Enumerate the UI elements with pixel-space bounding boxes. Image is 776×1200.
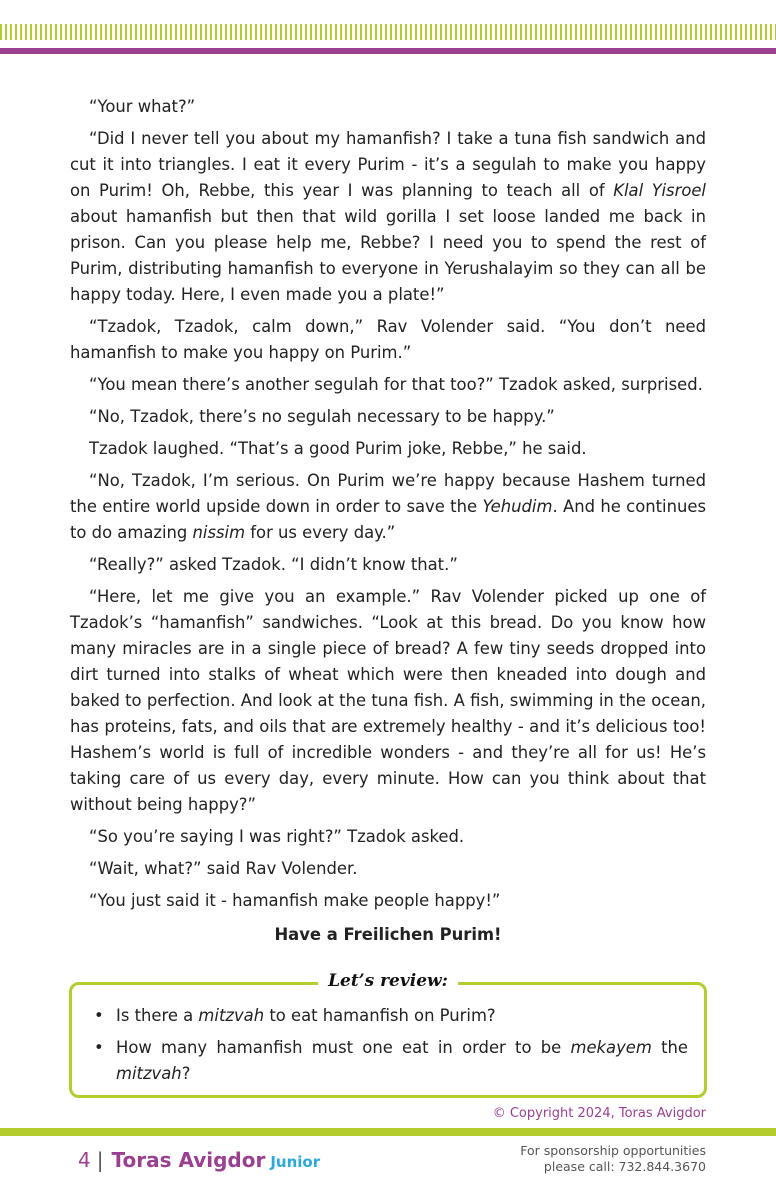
story-paragraph (70, 372, 706, 398)
text-run: the (651, 1038, 689, 1057)
footer-separator: | (96, 1148, 104, 1172)
review-question (94, 1003, 688, 1029)
text-run: “You just said it - hamanfish make people happy!” (89, 891, 501, 910)
text-run: for us every day.” (245, 523, 396, 542)
text-run: “Wait, what?” said Rav Volender. (89, 859, 358, 878)
italic-term: nissim (192, 523, 246, 542)
text-run: . And he continues to do amazing (70, 497, 706, 542)
story-paragraph (70, 552, 706, 578)
story-paragraph (70, 314, 706, 366)
story-paragraphs (70, 94, 706, 914)
text-run: “You mean there’s another segulah for that too?” Tzadok asked, surprised. (89, 375, 703, 394)
brand-name: Toras Avigdor (111, 1148, 266, 1172)
review-box (69, 971, 707, 1098)
review-title: Let’s review: (318, 971, 458, 991)
text-run: Tzadok laughed. “That’s a good Purim joke, Rebbe,” he said. (89, 439, 587, 458)
sponsorship-line-1: For sponsorship opportunities (520, 1143, 706, 1158)
story-paragraph (70, 824, 706, 850)
story-paragraph (70, 888, 706, 914)
story-paragraph (70, 404, 706, 430)
italic-term: Klal Yisroel (613, 181, 706, 200)
italic-term: mekayem (570, 1038, 652, 1057)
copyright-notice: © Copyright 2024, Toras Avigdor (492, 1106, 706, 1121)
story-paragraph (70, 856, 706, 882)
story-paragraph (70, 468, 706, 546)
text-run: about hamanfish but then that wild gorilla I set loose landed me back in prison. Can you please help me, Rebbe? I need you to spend the rest of Purim, distributing hamanfish to everyone in Yerushalayim so they can all be happy today. Here, I even made you a plate!” (70, 207, 706, 304)
story-paragraph (70, 436, 706, 462)
text-run: “Tzadok, Tzadok, calm down,” Rav Volender said. “You don’t need hamanfish to make you happy on Purim.” (70, 317, 706, 362)
text-run: “Did I never tell you about my hamanfish? I take a tuna fish sandwich and cut it into triangles. I eat it every Purim - it’s a segulah to make you happy on Purim! Oh, Rebbe, this year I was planning to teach all of (70, 129, 706, 200)
italic-term: mitzvah (116, 1064, 182, 1083)
brand-subtitle: Junior (270, 1153, 321, 1171)
footer-branding (78, 1145, 320, 1175)
sponsorship-line-2: please call: 732.844.3670 (543, 1159, 706, 1174)
italic-term: Yehudim (482, 497, 553, 516)
text-run: ? (181, 1064, 191, 1083)
text-run: “No, Tzadok, there’s no segulah necessary to be happy.” (89, 407, 555, 426)
closing-line: Have a Freilichen Purim! (274, 925, 502, 944)
page-number: 4 (78, 1148, 91, 1172)
italic-term: mitzvah (198, 1006, 265, 1025)
text-run: “Your what?” (89, 97, 196, 116)
text-run: “Here, let me give you an example.” Rav Volender picked up one of Tzadok’s “hamanfish” sandwiches. “Look at this bread. Do you know how many miracles are in a single piece of bread? A few tiny seeds dropped into dirt turned into stalks of wheat which were then kneaded into dough and baked to perfection. And look at the tuna fish. A fish, swimming in the ocean, has proteins, fats, and oils that are extremely healthy - and it’s delicious too! Hashem’s world is full of incredible wonders - and they’re all for us! He’s taking care of us every day, every minute. How can you think about that without being happy?” (70, 587, 706, 814)
top-decorative-stripe (0, 24, 776, 40)
text-run: Is there a (116, 1006, 199, 1025)
top-divider-bar (0, 48, 776, 54)
story-paragraph (70, 584, 706, 818)
review-question (94, 1035, 688, 1087)
text-run: “No, Tzadok, I’m serious. On Purim we’re happy because Hashem turned the entire world upside down in order to save the (70, 471, 706, 516)
story-paragraph (70, 126, 706, 308)
story-content (70, 94, 706, 948)
review-list (72, 985, 704, 1087)
story-paragraph (70, 94, 706, 120)
text-run: “So you’re saying I was right?” Tzadok asked. (89, 827, 465, 846)
text-run: “Really?” asked Tzadok. “I didn’t know that.” (89, 555, 458, 574)
text-run: to eat hamanfish on Purim? (264, 1006, 496, 1025)
text-run: How many hamanfish must one eat in order to be (116, 1038, 571, 1057)
bottom-divider-bar (0, 1128, 776, 1136)
sponsorship-info (520, 1143, 706, 1175)
